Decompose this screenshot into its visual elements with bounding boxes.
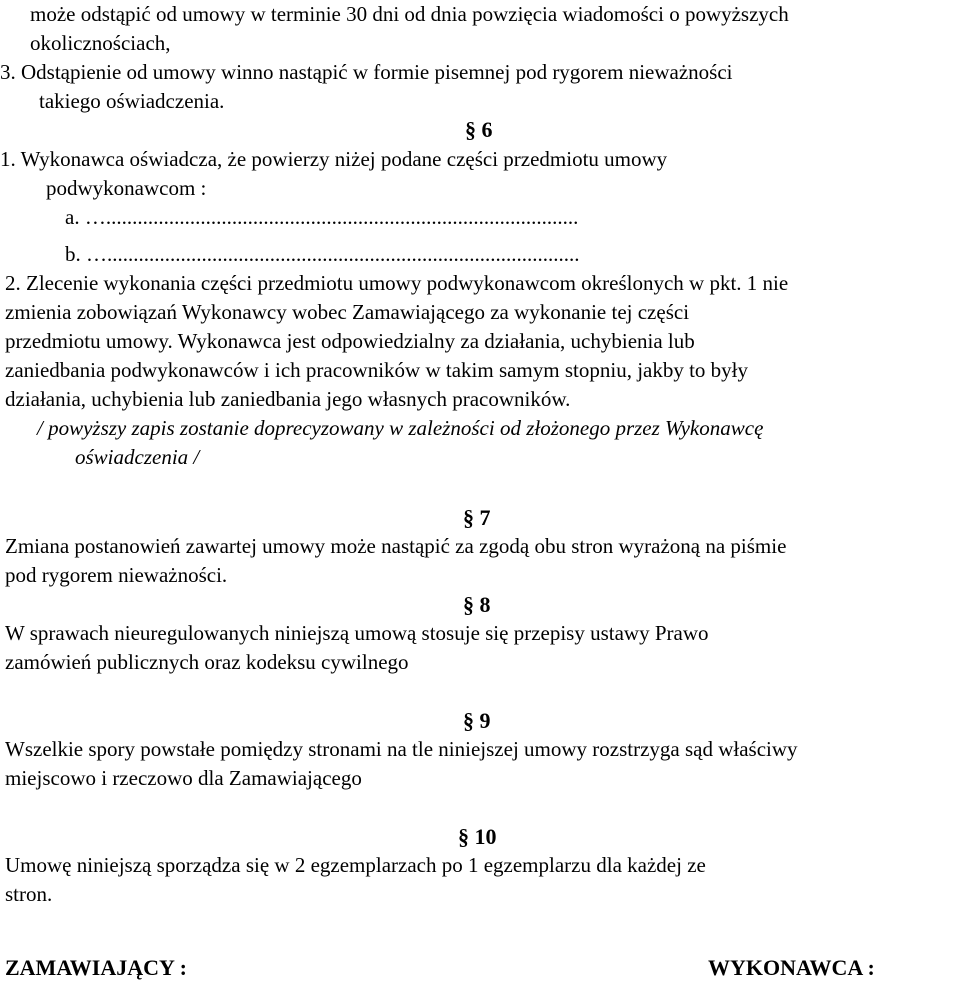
paragraph-line: zaniedbania podwykonawców i ich pracowników w takim samym stopniu, jakby to były — [5, 358, 749, 382]
paragraph-line: zamówień publicznych oraz kodeksu cywilnego — [5, 650, 409, 674]
section-6-heading: § 6 — [465, 117, 493, 142]
list-item-2: 2. Zlecenie wykonania części przedmiotu umowy podwykonawcom określonych w pkt. 1 nie — [5, 271, 789, 295]
paragraph-line: podwykonawcom : — [46, 176, 207, 200]
paragraph-line: miejscowo i rzeczowo dla Zamawiającego — [5, 766, 362, 790]
list-item-1: 1. Wykonawca oświadcza, że powierzy niżej podane części przedmiotu umowy — [0, 147, 668, 171]
paragraph-line: przedmiotu umowy. Wykonawca jest odpowiedzialny za działania, uchybienia lub — [5, 329, 695, 353]
paragraph-line: okolicznościach, — [30, 31, 171, 55]
note-line: oświadczenia / — [75, 445, 200, 469]
section-9-heading: § 9 — [463, 708, 491, 733]
section-7-heading: § 7 — [463, 505, 491, 530]
signature-wykonawca: WYKONAWCA : — [708, 955, 875, 980]
paragraph-line: Umowę niniejszą sporządza się w 2 egzemplarzach po 1 egzemplarzu dla każdej ze — [5, 853, 706, 877]
section-8-heading: § 8 — [463, 592, 491, 617]
signature-zamawiajacy: ZAMAWIAJĄCY : — [5, 955, 187, 980]
paragraph-line: pod rygorem nieważności. — [5, 563, 228, 587]
paragraph-line: takiego oświadczenia. — [39, 89, 225, 113]
note-line: / powyższy zapis zostanie doprecyzowany w zależności od złożonego przez Wykonawcę — [37, 416, 764, 440]
section-10-heading: § 10 — [458, 824, 497, 849]
paragraph-line: Zmiana postanowień zawartej umowy może nastąpić za zgodą obu stron wyrażoną na piśmie — [5, 534, 787, 558]
paragraph-line: W sprawach nieuregulowanych niniejszą umową stosuje się przepisy ustawy Prawo — [5, 621, 709, 645]
sub-item-b: b. ….......................................................................................... — [65, 242, 580, 266]
paragraph-line: Wszelkie spory powstałe pomiędzy stronami na tle niniejszej umowy rozstrzyga sąd właściwy — [5, 737, 798, 761]
paragraph-line: może odstąpić od umowy w terminie 30 dni od dnia powzięcia wiadomości o powyższych — [30, 2, 789, 26]
sub-item-a: a. ….......................................................................................... — [65, 205, 579, 229]
paragraph-line: zmienia zobowiązań Wykonawcy wobec Zamawiającego za wykonanie tej części — [5, 300, 690, 324]
list-item-3: 3. Odstąpienie od umowy winno nastąpić w formie pisemnej pod rygorem nieważności — [0, 60, 733, 84]
paragraph-line: działania, uchybienia lub zaniedbania jego własnych pracowników. — [5, 387, 571, 411]
paragraph-line: stron. — [5, 882, 53, 906]
